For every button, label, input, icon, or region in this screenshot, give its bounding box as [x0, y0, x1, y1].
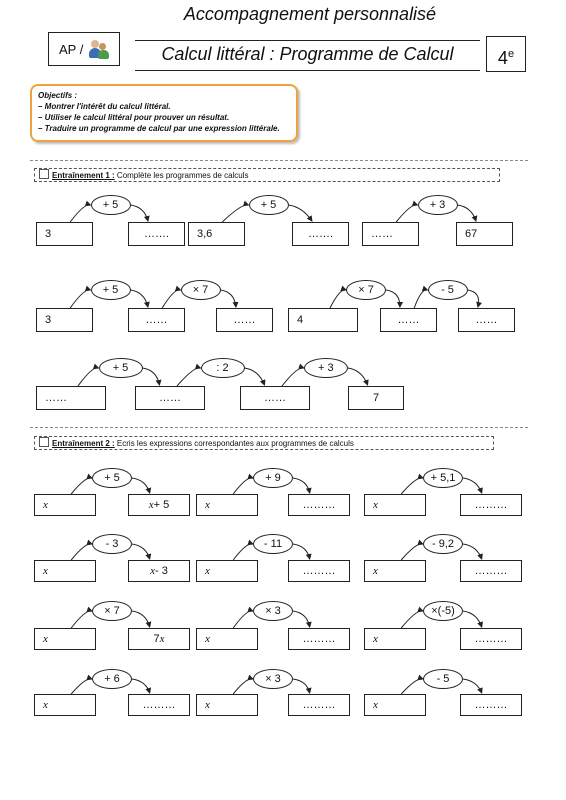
- output-box: [288, 560, 350, 582]
- output-box: [128, 494, 190, 516]
- title-line-1: Accompagnement personnalisé: [183, 4, 437, 24]
- arrow: [143, 368, 160, 385]
- box-value: ………: [302, 565, 336, 577]
- operation-oval: × 3: [253, 669, 293, 689]
- grade-number: 4: [497, 48, 508, 68]
- arrow: [222, 205, 248, 222]
- box-value: 4: [297, 314, 304, 326]
- box-value: ……: [233, 314, 256, 326]
- input-box: [196, 560, 258, 582]
- arrow: [293, 679, 310, 693]
- arrow: [233, 679, 253, 694]
- output-box: [292, 222, 349, 246]
- box-value: ……: [371, 228, 393, 240]
- arrow: [463, 679, 482, 693]
- operation-oval: + 5: [99, 358, 143, 378]
- box-value: ………: [474, 699, 508, 711]
- operation-oval: - 5: [428, 280, 468, 300]
- box-value: ………: [474, 499, 508, 511]
- section-2-instruction: Ecris les expressions correspondantes aux programmes de calculs: [114, 439, 354, 448]
- operation-oval: × 7: [92, 601, 132, 621]
- input-box: [34, 494, 96, 516]
- box-value: ……: [264, 392, 286, 404]
- output-box: [456, 222, 513, 246]
- box-value: …….: [143, 228, 170, 240]
- arrow: [330, 290, 346, 308]
- operation-oval: + 5: [249, 195, 289, 215]
- arrow: [458, 205, 476, 221]
- operation-oval: + 5: [91, 280, 131, 300]
- box-value: ………: [474, 633, 508, 645]
- arrow: [463, 544, 482, 559]
- arrow: [70, 290, 90, 308]
- box-value: ………: [474, 565, 508, 577]
- arrow: [293, 544, 310, 559]
- input-box: [364, 694, 426, 716]
- output-box: [128, 694, 190, 716]
- input-box: [34, 560, 96, 582]
- box-value: ……: [45, 392, 67, 404]
- arrow: [401, 679, 423, 694]
- output-box: [128, 560, 190, 582]
- arrow: [233, 478, 253, 494]
- box-value: …….: [307, 228, 334, 240]
- input-box: [288, 308, 358, 332]
- section-1-label: Entraînement 1 :: [52, 171, 115, 180]
- objectives-heading: Objectifs :: [38, 91, 78, 100]
- arrow: [401, 544, 423, 560]
- variable-x: x: [43, 633, 48, 645]
- variable-x: x: [205, 699, 210, 711]
- operation-oval: × 7: [346, 280, 386, 300]
- box-value: ……: [145, 314, 168, 326]
- arrow: [282, 368, 304, 386]
- input-box: [364, 560, 426, 582]
- arrow: [177, 368, 201, 386]
- arrow: [78, 368, 99, 386]
- arrow: [401, 478, 423, 494]
- operation-oval: + 9: [253, 468, 293, 488]
- box-value: ……: [397, 314, 420, 326]
- operation-oval: × 7: [181, 280, 221, 300]
- box-value: 67: [465, 228, 478, 240]
- output-box: [288, 694, 350, 716]
- output-box: [288, 628, 350, 650]
- box-value: ………: [302, 633, 336, 645]
- input-box: [196, 628, 258, 650]
- operation-oval: - 3: [92, 534, 132, 554]
- box-value: ………: [302, 499, 336, 511]
- objective-item: – Montrer l'intérêt du calcul littéral.: [38, 102, 171, 111]
- operation-oval: + 3: [418, 195, 458, 215]
- input-box: [362, 222, 419, 246]
- operation-oval: - 5: [423, 669, 463, 689]
- arrow: [71, 679, 92, 694]
- variable-x: x: [148, 499, 154, 511]
- operation-oval: + 5: [91, 195, 131, 215]
- variable-x: x: [373, 499, 378, 511]
- arrow: [131, 205, 148, 221]
- box-value: ………: [302, 699, 336, 711]
- variable-x: x: [373, 699, 378, 711]
- arrow: [70, 205, 90, 222]
- output-box: [348, 386, 404, 410]
- arrow: [131, 290, 148, 307]
- arrow: [132, 679, 150, 693]
- input-box: [36, 386, 106, 410]
- arrow: [233, 611, 253, 628]
- operation-oval: : 2: [201, 358, 245, 378]
- output-box: [460, 494, 522, 516]
- input-box: [34, 694, 96, 716]
- box-value: 3,6: [197, 228, 213, 240]
- variable-x: x: [43, 699, 48, 711]
- output-box: [128, 222, 185, 246]
- box-value: 3: [45, 228, 52, 240]
- input-box: [188, 222, 245, 246]
- ap-label: AP /: [59, 41, 84, 57]
- arrow: [71, 544, 92, 560]
- input-box: [196, 494, 258, 516]
- objective-item: – Utiliser le calcul littéral pour prouver un résultat.: [38, 113, 230, 122]
- variable-x: x: [205, 565, 210, 577]
- arrow: [132, 478, 150, 493]
- operation-oval: × 3: [253, 601, 293, 621]
- variable-x: x: [159, 633, 165, 645]
- box-value: 7: [153, 633, 160, 645]
- operation-oval: + 5: [92, 468, 132, 488]
- arrow: [293, 478, 310, 493]
- variable-x: x: [150, 565, 156, 577]
- arrow: [293, 611, 310, 627]
- box-value: + 5: [153, 499, 170, 511]
- box-value: 7: [372, 392, 380, 404]
- box-value: 3: [45, 314, 52, 326]
- box-value: ………: [142, 699, 176, 711]
- arrow: [132, 611, 150, 627]
- output-box: [380, 308, 437, 332]
- section-1-instruction: Complète les programmes de calculs: [114, 171, 249, 180]
- output-box: [135, 386, 205, 410]
- output-box: [240, 386, 310, 410]
- input-box: [196, 694, 258, 716]
- box-value: ……: [159, 392, 181, 404]
- variable-x: x: [205, 633, 210, 645]
- input-box: [36, 222, 93, 246]
- title-line-2: Calcul littéral : Programme de Calcul: [161, 44, 454, 64]
- output-box: [288, 494, 350, 516]
- objective-item: – Traduire un programme de calcul par une expression littérale.: [38, 124, 280, 133]
- operation-oval: - 9,2: [423, 534, 463, 554]
- input-box: [36, 308, 93, 332]
- output-box: [460, 628, 522, 650]
- arrow: [396, 205, 417, 222]
- output-box: [460, 560, 522, 582]
- arrow: [71, 478, 92, 494]
- operation-oval: ×(-5): [423, 601, 463, 621]
- arrow: [463, 611, 482, 627]
- section-2-label: Entraînement 2 :: [52, 439, 115, 448]
- operation-oval: + 6: [92, 669, 132, 689]
- operation-oval: + 3: [304, 358, 348, 378]
- variable-x: x: [373, 565, 378, 577]
- arrow: [386, 290, 400, 307]
- variable-x: x: [43, 499, 48, 511]
- operation-oval: - 11: [253, 534, 293, 554]
- arrow: [132, 544, 150, 559]
- input-box: [34, 628, 96, 650]
- output-box: [128, 628, 190, 650]
- output-box: [216, 308, 273, 332]
- output-box: [460, 694, 522, 716]
- grade-suffix: e: [507, 48, 515, 60]
- input-box: [364, 628, 426, 650]
- box-value: - 3: [155, 565, 168, 577]
- arrow: [245, 368, 265, 385]
- arrow: [289, 205, 312, 221]
- arrow: [401, 611, 423, 628]
- arrow: [233, 544, 253, 560]
- variable-x: x: [205, 499, 210, 511]
- arrow: [463, 478, 482, 493]
- arrow: [468, 290, 479, 307]
- variable-x: x: [43, 565, 48, 577]
- variable-x: x: [373, 633, 378, 645]
- output-box: [458, 308, 515, 332]
- input-box: [364, 494, 426, 516]
- output-box: [128, 308, 185, 332]
- box-value: ……: [475, 314, 498, 326]
- arrow: [162, 290, 180, 308]
- arrow: [348, 368, 368, 385]
- arrow: [414, 290, 427, 308]
- arrow: [71, 611, 92, 628]
- arrow: [221, 290, 236, 307]
- operation-oval: + 5,1: [423, 468, 463, 488]
